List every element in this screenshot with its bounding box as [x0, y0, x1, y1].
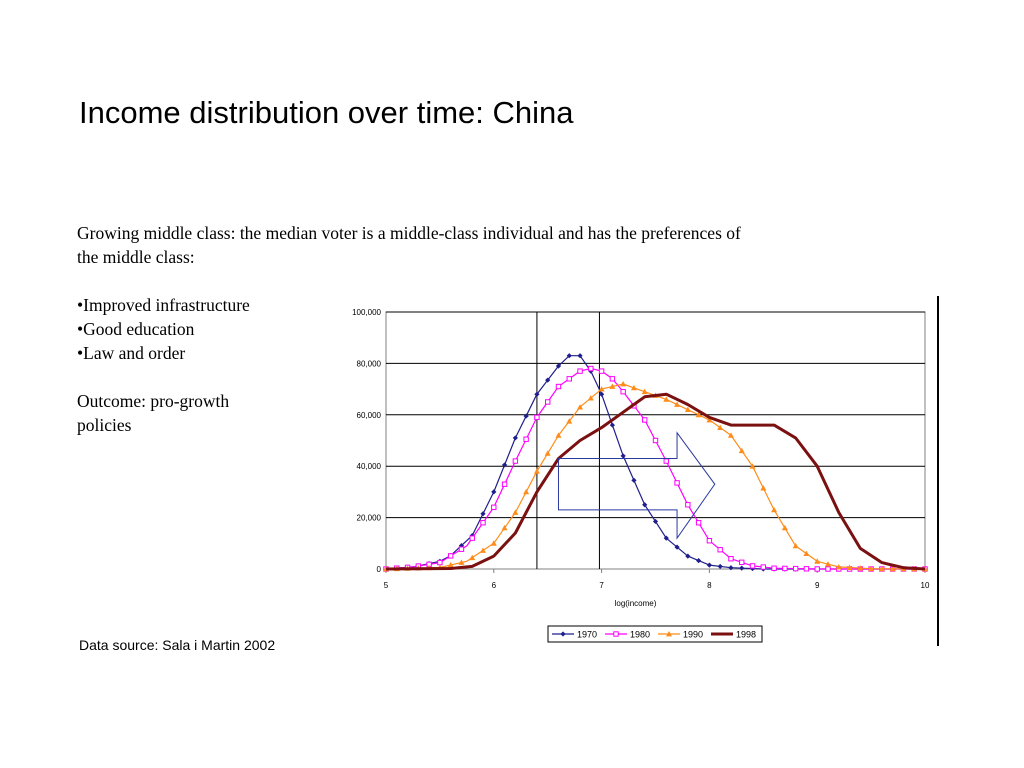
x-tick-label: 10	[920, 581, 930, 590]
data-point	[448, 554, 452, 558]
data-point	[621, 389, 625, 393]
data-point	[826, 567, 830, 571]
intro-text: Growing middle class: the median voter is a middle-class individual and has the preferences of the middle class:	[77, 223, 741, 267]
data-point	[556, 384, 560, 388]
legend-label: 1970	[577, 629, 598, 640]
data-source: Data source: Sala i Martin 2002	[79, 637, 276, 653]
data-point	[438, 560, 442, 564]
data-point	[740, 560, 744, 564]
x-tick-label: 9	[814, 581, 820, 590]
data-point	[535, 415, 539, 419]
data-point	[470, 536, 474, 540]
legend-label: 1980	[630, 629, 651, 640]
legend-label: 1998	[736, 629, 757, 640]
data-point	[664, 459, 668, 463]
y-tick-label: 60,000	[356, 410, 381, 420]
y-tick-label: 100,000	[352, 308, 381, 317]
data-point	[675, 481, 679, 485]
data-point	[772, 566, 776, 570]
data-point	[718, 548, 722, 552]
data-point	[707, 539, 711, 543]
legend-label: 1990	[683, 629, 704, 640]
data-point	[783, 566, 787, 570]
legend	[548, 626, 762, 642]
outcome-text: Outcome: pro-growth policies	[77, 391, 230, 435]
data-point	[546, 400, 550, 404]
bullet-item: •Law and order	[77, 343, 186, 363]
data-point	[643, 418, 647, 422]
divider-line	[937, 296, 939, 646]
data-point	[589, 366, 593, 370]
data-point	[653, 438, 657, 442]
data-point	[793, 566, 797, 570]
y-tick-label: 40,000	[356, 462, 381, 472]
y-tick-label: 0	[376, 565, 381, 574]
data-point	[815, 567, 819, 571]
x-tick-label: 5	[383, 581, 389, 590]
data-point	[599, 369, 603, 373]
data-point	[686, 503, 690, 507]
data-point	[513, 459, 517, 463]
data-point	[567, 377, 571, 381]
bullet-item: •Good education	[77, 319, 195, 339]
x-axis-label: log(income)	[614, 599, 657, 608]
data-point	[804, 567, 808, 571]
data-point	[459, 547, 463, 551]
data-point	[481, 521, 485, 525]
y-tick-label: 20,000	[356, 513, 381, 523]
data-point	[578, 369, 582, 373]
bullet-item: •Improved infrastructure	[77, 295, 250, 315]
y-tick-label: 80,000	[356, 359, 381, 369]
data-point	[761, 565, 765, 569]
data-point	[729, 557, 733, 561]
x-tick-label: 6	[491, 581, 497, 590]
income-distribution-chart	[335, 298, 935, 648]
data-point	[696, 521, 700, 525]
data-point	[614, 632, 618, 636]
slide-title: Income distribution over time: China	[79, 94, 574, 130]
data-point	[524, 437, 528, 441]
data-point	[610, 377, 614, 381]
data-point	[502, 482, 506, 486]
data-point	[492, 505, 496, 509]
data-point	[750, 564, 754, 568]
x-tick-label: 7	[599, 581, 604, 590]
x-tick-label: 8	[707, 581, 712, 590]
